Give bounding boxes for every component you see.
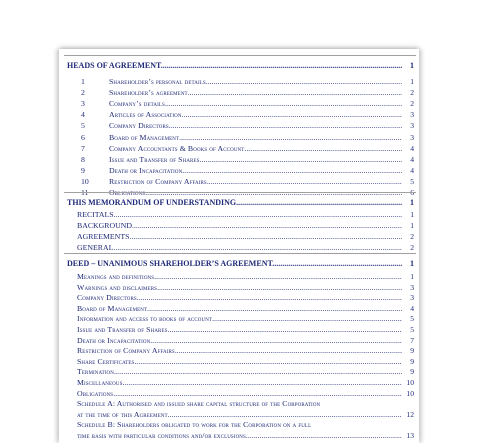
toc-entry-leader xyxy=(81,176,402,187)
toc-entry-leader xyxy=(77,366,402,377)
toc-entry-title: Information and access to books of account xyxy=(77,314,213,324)
toc-entry-page: 9 xyxy=(402,366,414,377)
toc-entry-number: 9 xyxy=(81,165,85,175)
toc-entry-page: 10 xyxy=(402,388,414,399)
toc-entry-title: Schedule B: Shareholders obligated to work for the Corporation on a full xyxy=(77,420,312,430)
toc-entry-page: 5 xyxy=(402,176,414,187)
toc-entry-leader xyxy=(77,303,402,314)
toc-entry[interactable] xyxy=(77,366,414,377)
toc-entry[interactable] xyxy=(81,165,414,176)
toc-entry-leader xyxy=(77,282,402,293)
toc-entry[interactable] xyxy=(81,143,414,154)
toc-entry-number: 10 xyxy=(81,176,89,186)
toc-entry-page: 7 xyxy=(402,335,414,346)
toc-entry-page: 9 xyxy=(402,356,414,367)
toc-entry-page: 1 xyxy=(402,271,414,282)
section-divider xyxy=(64,253,416,254)
toc-entry-title: Issue and Transfer of Shares xyxy=(77,325,168,334)
toc-entry-title: Meanings and definitions xyxy=(77,272,155,281)
toc-entry[interactable] xyxy=(81,87,414,98)
toc-entry-page: 5 xyxy=(402,324,414,335)
toc-entry-leader xyxy=(77,271,402,282)
toc-entry-page: 2 xyxy=(402,231,414,242)
toc-entry-title: Shareholder’s personal details xyxy=(109,77,206,86)
toc-entry[interactable] xyxy=(77,356,414,367)
toc-entry-page: 3 xyxy=(402,120,414,131)
toc-entry-leader xyxy=(77,430,402,441)
toc-entry-leader xyxy=(81,120,402,131)
toc-entry-page: 3 xyxy=(402,282,414,293)
toc-entry-title: Obligations xyxy=(77,388,114,398)
toc-entry-page: 4 xyxy=(402,165,414,176)
toc-entry-number: 2 xyxy=(81,88,85,98)
toc-heading[interactable] xyxy=(67,258,414,269)
toc-entry-title: BACKGROUND xyxy=(77,221,133,230)
toc-entry-leader xyxy=(81,132,402,143)
toc-entry-leader xyxy=(81,154,402,165)
toc-entry-title: time basis with particular conditions and/or exclusions xyxy=(77,431,246,440)
toc-entry-leader xyxy=(77,377,402,388)
toc-entry-title: GENERAL xyxy=(77,243,114,252)
toc-entry[interactable] xyxy=(77,398,414,409)
toc-entry-leader xyxy=(77,242,402,253)
toc-entry-leader xyxy=(81,143,402,154)
toc-entry-title: Issue and Transfer of Shares xyxy=(109,154,200,164)
toc-entry[interactable] xyxy=(77,377,414,388)
toc-entry-page: 2 xyxy=(402,87,414,98)
toc-heading[interactable] xyxy=(67,60,414,71)
toc-entry-number: 8 xyxy=(81,154,85,164)
toc-entry-title: Death or Incapacitation xyxy=(109,165,183,175)
toc-entry-number: 1 xyxy=(81,77,85,86)
toc-entry-number: 6 xyxy=(81,132,85,142)
toc-entry-leader xyxy=(77,419,414,430)
toc-entry[interactable] xyxy=(77,419,414,430)
toc-entry-page: 10 xyxy=(402,377,414,388)
toc-entry[interactable] xyxy=(77,242,414,253)
toc-entry-title: Company Accountants & Books of Account xyxy=(109,143,245,153)
toc-entry-leader xyxy=(77,356,402,367)
toc-entry[interactable] xyxy=(77,209,414,220)
toc-entry[interactable] xyxy=(77,430,414,441)
toc-entry-title: AGREEMENTS xyxy=(77,232,130,241)
toc-entry-number: 7 xyxy=(81,143,85,153)
toc-entry-number: 4 xyxy=(81,110,85,120)
toc-entry-title: Company Directors xyxy=(109,121,169,131)
toc-entry-title: Warnings and disclaimers xyxy=(77,282,158,292)
toc-entry[interactable] xyxy=(77,409,414,420)
toc-entry-number: 5 xyxy=(81,121,85,131)
toc-entry[interactable] xyxy=(77,220,414,231)
toc-entry-page: 2 xyxy=(402,242,414,253)
section-divider xyxy=(64,55,416,56)
toc-entry-title: Board of Management xyxy=(77,303,148,313)
section-divider xyxy=(64,192,416,193)
toc-entry-page: 3 xyxy=(402,292,414,303)
toc-entry-leader xyxy=(77,231,402,242)
toc-entry-leader xyxy=(81,87,402,98)
toc-entry-title: at the time of this Agreement xyxy=(77,409,168,419)
toc-entry-leader xyxy=(77,324,402,335)
toc-entry[interactable] xyxy=(77,231,414,242)
toc-entry-leader xyxy=(81,76,402,87)
toc-entry-leader xyxy=(81,109,402,120)
toc-entry-leader xyxy=(77,398,414,409)
toc-entry-page: 1 xyxy=(402,76,414,87)
toc-heading-page: 1 xyxy=(402,197,414,208)
toc-entry-page: 1 xyxy=(402,220,414,231)
toc-entry-title: Termination xyxy=(77,367,114,377)
toc-entry[interactable] xyxy=(81,132,414,143)
toc-entry-page: 4 xyxy=(402,303,414,314)
toc-entry[interactable] xyxy=(77,313,414,324)
toc-entry[interactable] xyxy=(77,271,414,282)
toc-entry[interactable] xyxy=(77,345,414,356)
toc-heading-leader xyxy=(67,258,402,269)
toc-entry-title: RECITALS xyxy=(77,210,114,219)
toc-heading-title: HEADS OF AGREEMENT xyxy=(67,61,161,70)
toc-entry[interactable] xyxy=(81,176,414,187)
toc-entry-page: 4 xyxy=(402,154,414,165)
toc-entry-title: Company Directors xyxy=(77,293,137,303)
toc-heading-leader xyxy=(67,197,402,208)
toc-entry[interactable] xyxy=(77,282,414,293)
toc-entry[interactable] xyxy=(81,120,414,131)
toc-entry[interactable] xyxy=(77,303,414,314)
toc-heading-title: DEED – UNANIMOUS SHAREHOLDER’S AGREEMENT xyxy=(67,259,273,268)
toc-entry-leader xyxy=(77,209,402,220)
toc-entry-page: 13 xyxy=(402,430,414,441)
toc-entry-leader xyxy=(77,345,402,356)
toc-entry-leader xyxy=(77,313,402,324)
toc-heading-page: 1 xyxy=(402,60,414,71)
toc-heading-title: THIS MEMORANDUM OF UNDERSTANDING xyxy=(67,198,237,207)
toc-entry[interactable] xyxy=(81,98,414,109)
toc-entry-leader xyxy=(77,409,402,420)
toc-entry-leader xyxy=(81,98,402,109)
toc-entry-title: Company’s details xyxy=(109,99,165,109)
toc-entry-title: Articles of Association xyxy=(109,110,182,120)
toc-entry-page: 12 xyxy=(402,409,414,420)
toc-entry-page: 4 xyxy=(402,143,414,154)
toc-entry-page: 9 xyxy=(402,345,414,356)
toc-entry-number: 3 xyxy=(81,99,85,109)
toc-entry-title: Share Certificates xyxy=(77,356,135,366)
toc-entry[interactable] xyxy=(77,388,414,399)
toc-entry-page: 1 xyxy=(402,209,414,220)
toc-heading[interactable] xyxy=(67,197,414,208)
toc-entry[interactable] xyxy=(77,335,414,346)
toc-entry-title: Schedule A: Authorised and issued share capital structure of the Corporation xyxy=(77,399,321,409)
toc-entry-leader xyxy=(77,220,402,231)
toc-entry-title: Restriction of Company Affairs xyxy=(77,346,175,356)
toc-entry-page: 3 xyxy=(402,132,414,143)
toc-entry-title: Board of Management xyxy=(109,132,180,142)
toc-entry-title: Restriction of Company Affairs xyxy=(109,176,207,186)
toc-entry-title: Death or Incapacitation xyxy=(77,335,151,345)
toc-entry-leader xyxy=(77,335,402,346)
toc-heading-leader xyxy=(67,60,402,71)
toc-entry-title: Shareholder’s agreement xyxy=(109,88,188,98)
toc-heading-page: 1 xyxy=(402,258,414,269)
toc-entry[interactable] xyxy=(77,324,414,335)
toc-entry-leader xyxy=(77,292,402,303)
toc-entry-page: 5 xyxy=(402,313,414,324)
toc-entry[interactable] xyxy=(81,76,414,87)
toc-entry[interactable] xyxy=(81,109,414,120)
toc-entry[interactable] xyxy=(81,154,414,165)
toc-entry[interactable] xyxy=(77,292,414,303)
toc-entry-page: 2 xyxy=(402,98,414,109)
toc-entry-page: 3 xyxy=(402,109,414,120)
toc-entry-leader xyxy=(81,165,402,176)
toc-entry-leader xyxy=(77,388,402,399)
toc-entry-title: Miscellaneous xyxy=(77,378,123,387)
